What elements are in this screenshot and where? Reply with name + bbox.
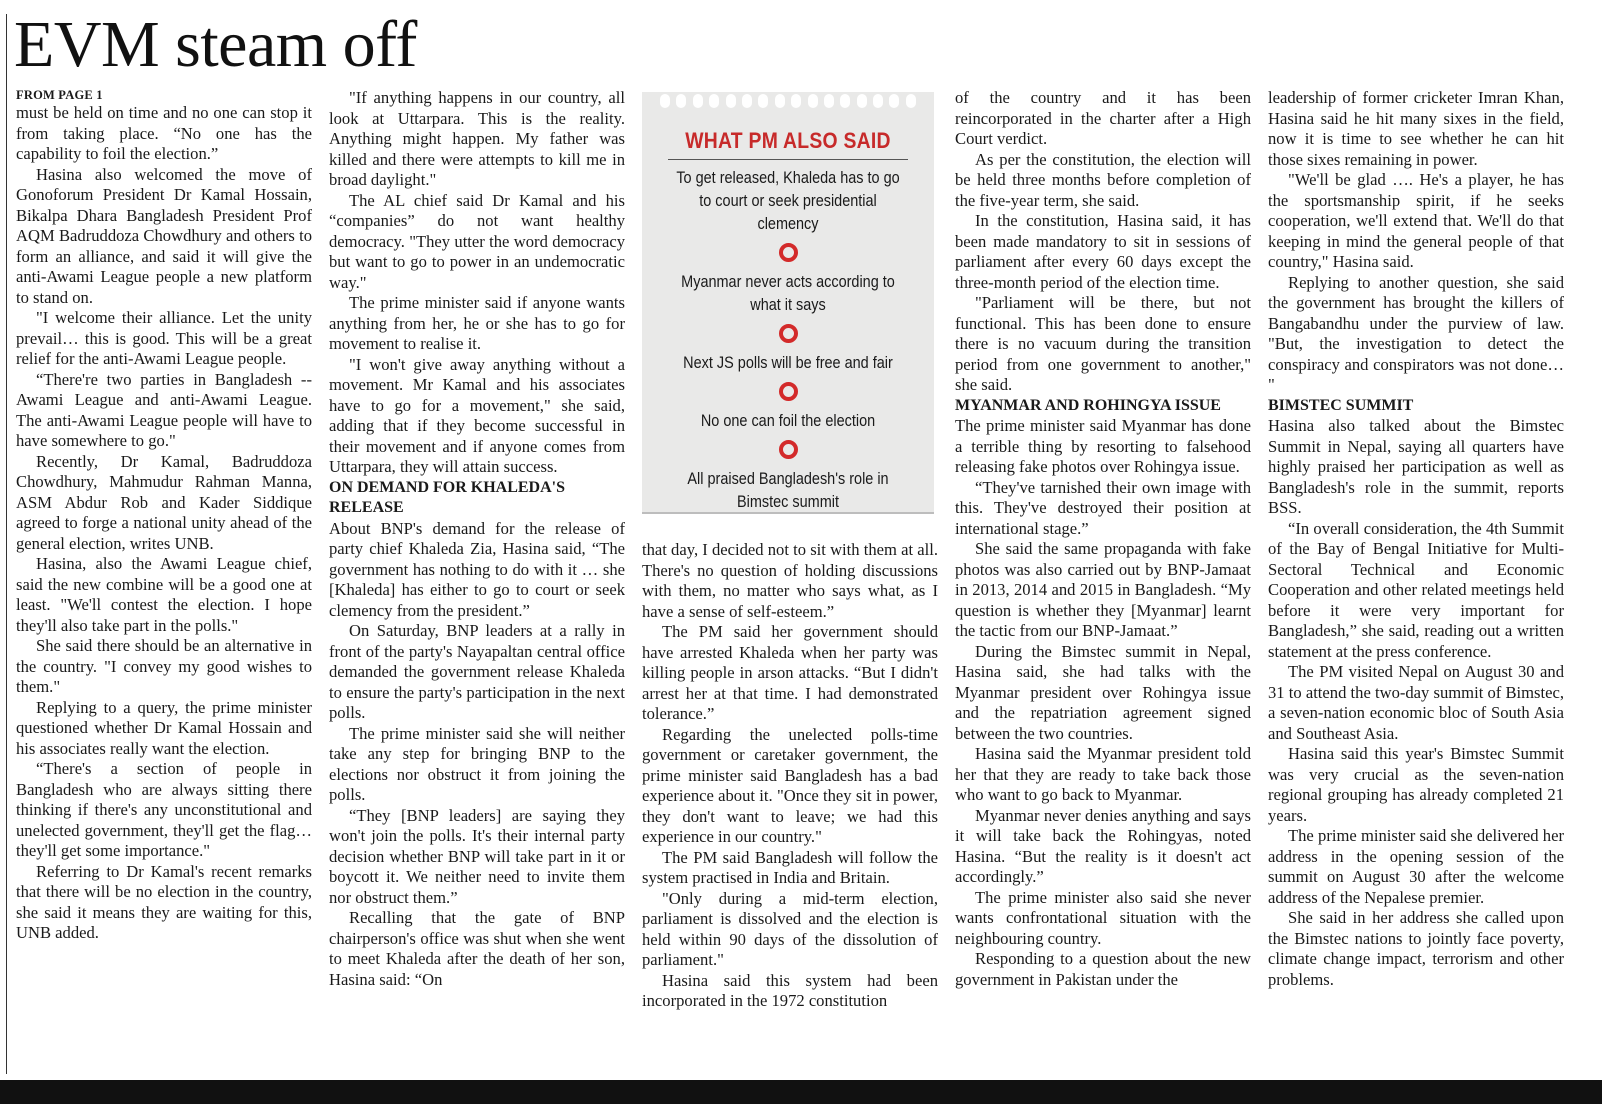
paragraph: “They've tarnished their own image with this. They've destroyed their position at international stage.” xyxy=(955,477,1251,538)
sidebar-item: To get released, Khaleda has to go to court or seek presidential clemency xyxy=(676,168,900,233)
article-column-3 xyxy=(642,540,938,1076)
sidebar-item: No one can foil the election xyxy=(700,411,876,430)
paragraph: The prime minister said if anyone wants anything from her, he or she has to go for movement to realise it. xyxy=(329,293,625,353)
paragraph: “There're two parties in Bangladesh -- Awami League and anti-Awami League. The anti-Awami League people will have to have somewhere to go." xyxy=(16,369,312,450)
paragraph: Recently, Dr Kamal, Badruddoza Chowdhury, Mahmudur Rahman Manna, ASM Abdur Rob and Kader Siddique agreed to forge a national unity ahead of the general election, writes UNB. xyxy=(16,451,312,553)
paragraph: As per the constitution, the election will be held three months before completion of the five-year term, she said. xyxy=(955,149,1251,210)
paragraph: "Parliament will be there, but not functional. This has been done to ensure there is no vacuum during the transition period from one government to another," she said. xyxy=(955,293,1251,394)
paragraph: of the country and it has been reincorporated in the charter after a High Court verdict. xyxy=(955,88,1251,148)
ring-bullet-icon xyxy=(779,440,798,459)
subheading-bimstec-summit: BIMSTEC SUMMIT xyxy=(1268,396,1414,414)
paragraph: Hasina said the Myanmar president told her that they are ready to take back those who want to go back to Myanmar. xyxy=(955,744,1251,804)
paragraph: Referring to Dr Kamal's recent remarks that there will be no election in the country, she said it means they are waiting for this, UNB added. xyxy=(16,861,312,942)
paragraph: During the Bimstec summit in Nepal, Hasina said, she had talks with the Myanmar president over Rohingya issue and the repatriation agreement signed between the two countries. xyxy=(955,641,1251,743)
paragraph: Recalling that the gate of BNP chairperson's office was shut when she went to meet Khaleda after the death of her son, Hasina said: “On xyxy=(329,908,625,989)
paragraph: The prime minister also said she never wants confrontational situation with the neighbouring country. xyxy=(955,887,1251,948)
what-pm-also-said-box xyxy=(642,92,934,514)
paragraph: The prime minister said she delivered her address in the opening session of the summit on August 30 after the welcome address of the Nepalese premier. xyxy=(1268,826,1564,907)
paragraph: Responding to a question about the new government in Pakistan under the xyxy=(955,949,1251,989)
ring-bullet-icon xyxy=(779,324,798,343)
paragraph: On Saturday, BNP leaders at a rally in front of the party's Nayapaltan central office demanded the government release Khaleda to ensure the party's participation in the next polls. xyxy=(329,621,625,722)
paragraph: "Only during a mid-term election, parliament is dissolved and the election is held within 90 days of the dissolution of parliament." xyxy=(642,888,938,969)
paragraph: leadership of former cricketer Imran Khan, Hasina said he hit many sixes in the field, now it is time to see whether he can hit those sixes remaining in power. xyxy=(1268,88,1564,169)
paragraph: Hasina, also the Awami League chief, said the new combine will be a good one at least. "We'll contest the election. I hope they'll also take part in the polls." xyxy=(16,554,312,635)
page-bottom-bar xyxy=(0,1080,1602,1104)
sidebar-title: WHAT PM ALSO SAID xyxy=(685,128,891,153)
paragraph: that day, I decided not to sit with them at all. There's no question of holding discussions with them, no matter who says what, as I have a sense of self-esteem.” xyxy=(642,540,938,621)
sidebar-title-rule xyxy=(668,159,908,160)
sidebar-item: Next JS polls will be free and fair xyxy=(683,353,893,372)
paragraph: In the constitution, Hasina said, it has been made mandatory to sit in sessions of parliament after every 60 days except the three-month period of the election time. xyxy=(955,211,1251,292)
paragraph: "If anything happens in our country, all look at Uttarpara. This is the reality. Anything might happen. My father was killed and there were attempts to kill me in broad daylight." xyxy=(329,88,625,189)
article-column-4 xyxy=(955,88,1251,1076)
paragraph: The prime minister said Myanmar has done a terrible thing by resorting to falsehood releasing fake photos over Rohingya issue. xyxy=(955,416,1251,476)
article-column-5 xyxy=(1268,88,1564,1076)
sidebar-item: All praised Bangladesh's role in Bimstec summit xyxy=(687,469,889,511)
notepad-rings xyxy=(660,94,916,108)
paragraph: The PM said Bangladesh will follow the system practised in India and Britain. xyxy=(642,847,938,887)
paragraph: must be held on time and no one can stop it from taking place. “No one has the capability to foil the election.” xyxy=(16,103,312,163)
paragraph: She said the same propaganda with fake photos was also carried out by BNP-Jamaat in 2013, 2014 and 2015 in Bangladesh. “My question is whether they [Myanmar] learnt the tactic from our BNP-Jamaat.” xyxy=(955,539,1251,640)
article-column-2 xyxy=(329,88,625,1076)
ring-bullet-icon xyxy=(779,382,798,401)
subheading-myanmar-rohingya: MYANMAR AND ROHINGYA ISSUE xyxy=(955,396,1221,414)
paragraph: About BNP's demand for the release of party chief Khaleda Zia, Hasina said, “The government has nothing to do with it … she [Khaleda] has either to go to court or seek clemency from the president.” xyxy=(329,518,625,620)
paragraph: Replying to a query, the prime minister questioned whether Dr Kamal Hossain and his associates really want the election. xyxy=(16,697,312,758)
left-column-rule xyxy=(6,14,7,1074)
paragraph: The AL chief said Dr Kamal and his “companies” do not want healthy democracy. "They utter the word democracy but want to go to power in an undemocratic way." xyxy=(329,190,625,292)
paragraph: The PM said her government should have arrested Khaleda when her party was killing people in arson attacks. “But I didn't arrest her at that time. I had demonstrated tolerance.” xyxy=(642,622,938,723)
paragraph: “They [BNP leaders] are saying they won't join the polls. It's their internal party decision whether BNP will take part in it or boycott it. We neither need to invite them nor obstruct them.” xyxy=(329,805,625,907)
paragraph: Replying to another question, she said the government has brought the killers of Bangabandhu under the purview of law. "But, the investigation to detect the conspiracy and conspirators was not done… " xyxy=(1268,272,1564,394)
jump-kicker: FROM PAGE 1 xyxy=(16,88,103,102)
article-headline: EVM steam off xyxy=(14,8,417,81)
paragraph: "We'll be glad …. He's a player, he has the sportsmanship spirit, if he seeks cooperation, we'll extend that. We'll do that keeping in mind the general people of that country," Hasina said. xyxy=(1268,170,1564,271)
ring-bullet-icon xyxy=(779,243,798,262)
paragraph: "I welcome their alliance. Let the unity prevail… this is good. This will be a great relief for the anti-Awami League people. xyxy=(16,308,312,368)
paragraph: "I won't give away anything without a movement. Mr Kamal and his associates have to go for a movement," she said, adding that if they become successful in their movement and if anyone comes from Uttarpara, they will attain success. xyxy=(329,354,625,476)
paragraph: The PM visited Nepal on August 30 and 31 to attend the two-day summit of Bimstec, a seven-nation economic bloc of South Asia and Southeast Asia. xyxy=(1268,662,1564,743)
paragraph: Regarding the unelected polls-time government or caretaker government, the prime minister said Bangladesh has a bad experience about it. "Once they sit in power, they don't want to leave; we had this experience in our country." xyxy=(642,724,938,846)
article-column-1 xyxy=(16,88,312,1076)
paragraph: “In overall consideration, the 4th Summit of the Bay of Bengal Initiative for Multi-Sectoral Technical and Economic Cooperation and other related meetings held before it were very important for Bangladesh,” she said, reading out a written statement at the press conference. xyxy=(1268,518,1564,661)
paragraph: Hasina also welcomed the move of Gonoforum President Dr Kamal Hossain, Bikalpa Dhara Bangladesh President Prof AQM Badruddoza Chowdhury and others to form an alliance, and said it will give the anti-Awami League people a new platform to stand on. xyxy=(16,164,312,307)
paragraph: The prime minister said she will neither take any step for bringing BNP to the elections nor obstruct it from joining the polls. xyxy=(329,723,625,804)
paragraph: Myanmar never denies anything and says it will take back the Rohingyas, noted Hasina. “But the reality is it doesn't act accordingly.” xyxy=(955,805,1251,886)
sidebar-list xyxy=(654,166,922,513)
paragraph: “There's a section of people in Bangladesh who are always sitting there thinking if there's any unconstitutional and unelected government, they'll get the flag… they'll get some importance." xyxy=(16,759,312,860)
subheading-khaleda-release: ON DEMAND FOR KHALEDA'S RELEASE xyxy=(329,478,566,516)
paragraph: Hasina said this year's Bimstec Summit was very crucial as the seven-nation regional grouping has already completed 21 years. xyxy=(1268,744,1564,825)
paragraph: Hasina also talked about the Bimstec Summit in Nepal, saying all quarters have highly praised her participation as well as Bangladesh's role in the summit, reports BSS. xyxy=(1268,416,1564,517)
paragraph: She said in her address she called upon the Bimstec nations to jointly face poverty, climate change impact, terrorism and other problems. xyxy=(1268,908,1564,989)
paragraph: She said there should be an alternative in the country. "I convey my good wishes to them." xyxy=(16,636,312,696)
paragraph: Hasina said this system had been incorporated in the 1972 constitution xyxy=(642,970,938,1010)
sidebar-item: Myanmar never acts according to what it says xyxy=(681,272,895,314)
